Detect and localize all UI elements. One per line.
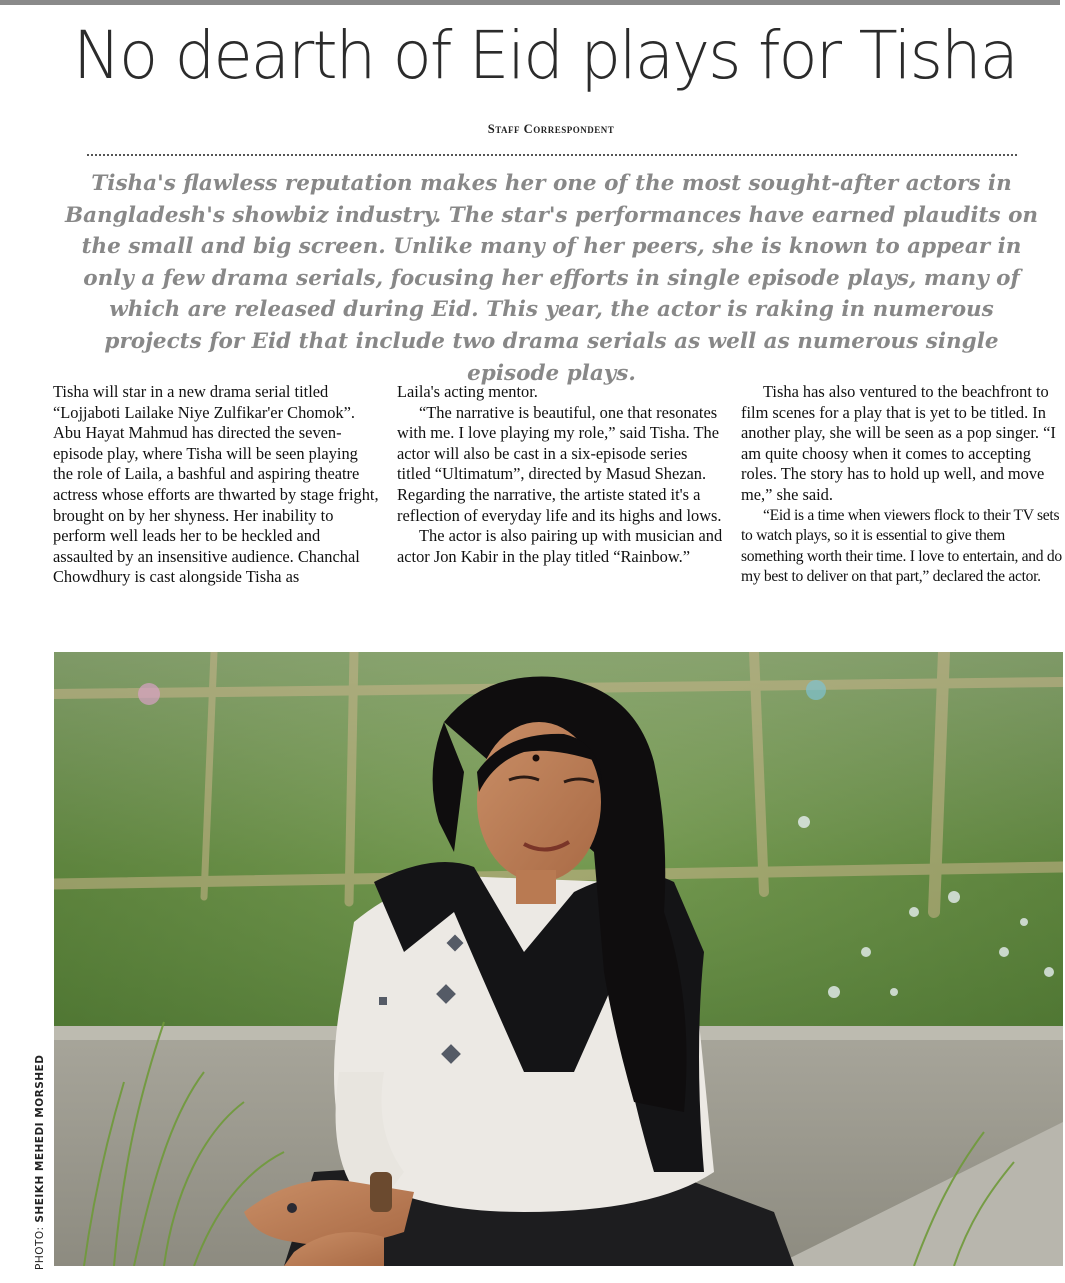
paragraph: The actor is also pairing up with musician and actor Jon Kabir in the play titled “Rainbow.” [397, 526, 723, 566]
paragraph: Laila's acting mentor. [397, 382, 538, 401]
body-column-2 [397, 382, 725, 567]
article-photo [54, 652, 1063, 1266]
paragraph: Tisha has also ventured to the beachfront to film scenes for a play that is yet to be titled. In another play, she will be seen as a pop singer. “I am quite choosy when it comes to accepting roles. The story has to hold up well, and move me,” she said. [741, 382, 1056, 504]
photo-credit-prefix: PHOTO: [34, 1222, 46, 1270]
paragraph: “Eid is a time when viewers flock to their TV sets to watch plays, so it is essential to give them something worth their time. I love to entertain, and do my best to deliver on that part,” declared the actor. [741, 506, 1062, 586]
photo-credit-name: SHEIKH MEHEDI MORSHED [34, 1054, 46, 1223]
headline: No dearth of Eid plays for Tisha [73, 17, 1017, 94]
dotted-divider [87, 154, 1017, 156]
photo-credit [34, 1055, 46, 1270]
body-column-3 [741, 382, 1065, 588]
paragraph: “The narrative is beautiful, one that resonates with me. I love playing my role,” said Tisha. The actor will also be cast in a six-episode series titled “Ultimatum”, directed by Masud Shezan. Regarding the narrative, the artiste stated it's a reflection of everyday life and its highs and lows. [397, 402, 722, 525]
top-rule [0, 0, 1060, 5]
body-column-1 [53, 382, 381, 588]
paragraph: Tisha will star in a new drama serial titled “Lojjaboti Lailake Niye Zulfikar'er Chomok”. Abu Hayat Mahmud has directed the seven-episode play, where Tisha will be seen playing the role of Laila, a bashful and aspiring theatre actress whose efforts are thwarted by stage fright, brought on by her shyness. Her inability to perform well leads her to be heckled and assaulted by an insensitive audience. Chanchal Chowdhury is cast alongside Tisha as [53, 382, 379, 587]
standfirst: Tisha's flawless reputation makes her one of the most sought-after actors in Bangladesh's showbiz industry. The star's performances have earned plaudits on the small and big screen. Unlike many of her peers, she is known to appear in only a few drama serials, focusing her efforts in single episode plays, many of which are released during Eid. This year, the actor is raking in numerous projects for Eid that include two drama serials as well as numerous single episode plays. [64, 171, 1039, 386]
byline: Staff Correspondent [487, 122, 615, 136]
